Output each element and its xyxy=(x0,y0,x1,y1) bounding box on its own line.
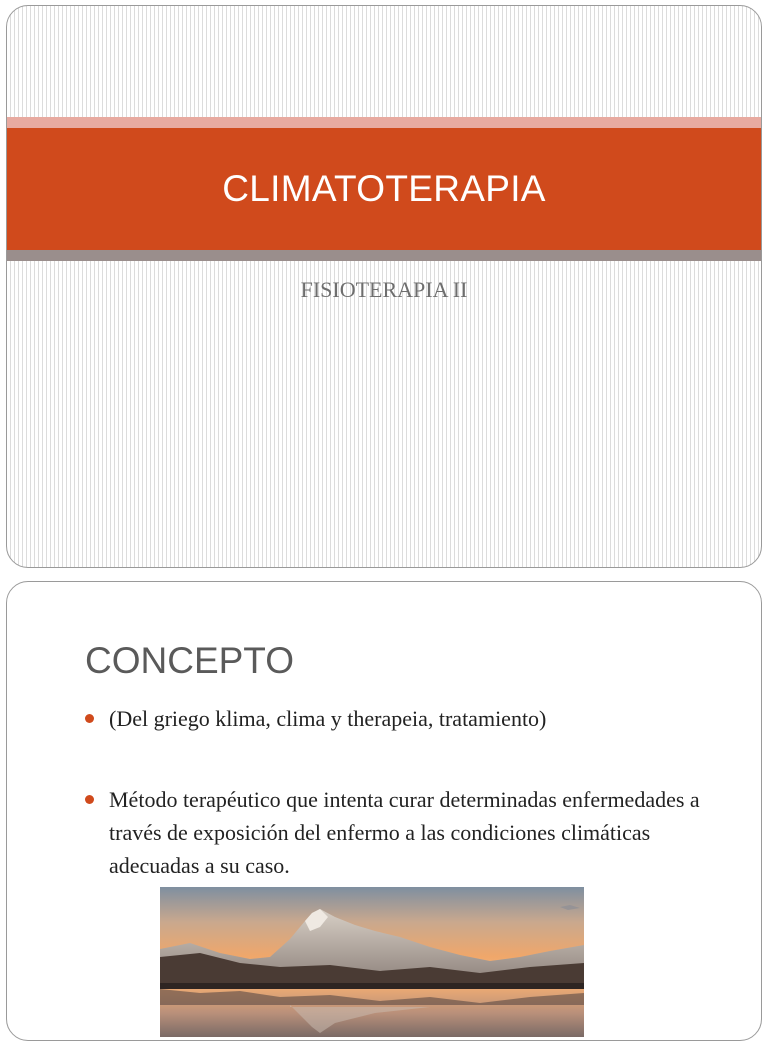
title-bottom-strip xyxy=(7,250,761,261)
bullet-item xyxy=(85,702,705,735)
bullet-dot-icon xyxy=(85,714,94,723)
bullet-text: (Del griego klima, clima y therapeia, tratamiento) xyxy=(109,706,547,731)
mountain-lake-photo xyxy=(160,887,584,1037)
title-band xyxy=(7,128,761,250)
slide-concept xyxy=(6,581,762,1041)
bullet-text: Método terapéutico que intenta curar determinadas enfermedades a través de exposición del enfermo a las condiciones climáticas adecuadas a su caso. xyxy=(109,787,700,878)
slide-title-text: CLIMATOTERAPIA xyxy=(222,168,546,209)
bullet-dot-icon xyxy=(85,795,94,804)
title-top-strip xyxy=(7,117,761,128)
bullet-item xyxy=(85,783,705,882)
slide-subtitle: FISIOTERAPIA II xyxy=(300,277,468,302)
slide-title xyxy=(6,5,762,568)
slide-heading: CONCEPTO xyxy=(85,640,295,681)
